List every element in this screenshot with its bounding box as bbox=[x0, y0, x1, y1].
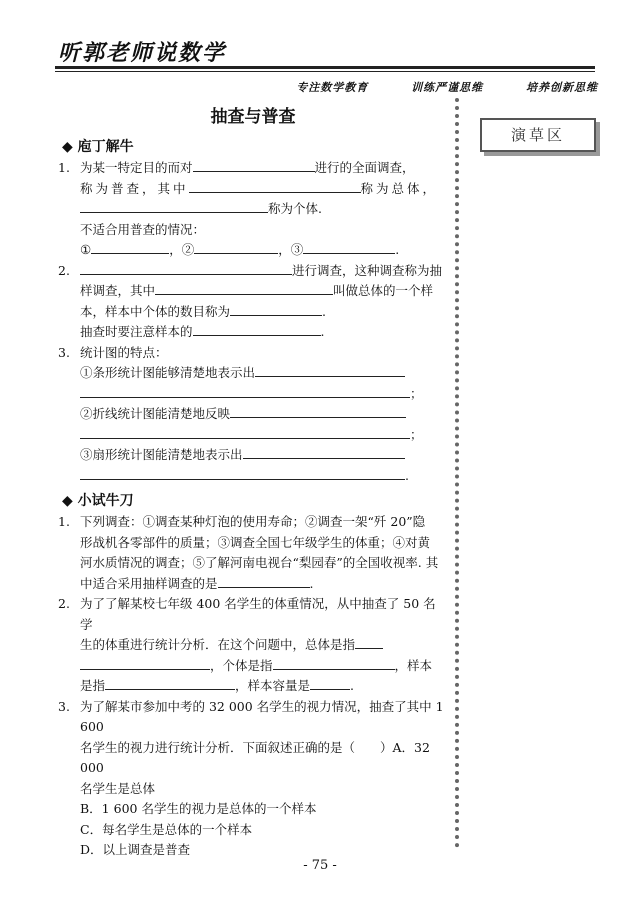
text: 名学生的视力进行统计分析．下面叙述正确的是（ ）A．32 000 bbox=[80, 739, 430, 775]
answer-blank[interactable] bbox=[80, 425, 410, 439]
exercise-1 bbox=[58, 512, 448, 594]
answer-blank[interactable] bbox=[273, 656, 395, 670]
text: 为了解某市参加中考的 32 000 名学生的视力情况，抽查了其中 1 600 bbox=[80, 698, 444, 734]
slogan-2: 训练严谨思维 bbox=[411, 81, 484, 94]
header-rule-thin bbox=[55, 71, 595, 72]
answer-blank[interactable] bbox=[189, 179, 361, 193]
question-number: 1. bbox=[58, 160, 70, 175]
question-number: 3. bbox=[58, 698, 70, 714]
text: 抽查时要注意样本的 bbox=[80, 324, 193, 339]
question-number: 3. bbox=[58, 344, 70, 360]
text: 河水质情况的调查；⑤了解河南电视台“梨园春”的全国收视率. 其 bbox=[80, 555, 439, 570]
text: ； bbox=[410, 426, 423, 442]
text: . bbox=[405, 467, 409, 483]
exercise-2 bbox=[58, 594, 448, 697]
text: . bbox=[309, 575, 314, 591]
text: 叫做总体的一个样 bbox=[333, 283, 434, 298]
text: ，个体是指 bbox=[210, 657, 273, 673]
answer-blank[interactable] bbox=[230, 302, 322, 316]
question-3 bbox=[58, 343, 448, 487]
answer-blank[interactable] bbox=[255, 363, 405, 377]
answer-blank[interactable] bbox=[105, 676, 235, 690]
text: 形战机各零部件的质量；③调查全国七年级学生的体重；④对黄 bbox=[80, 534, 431, 550]
section-title-2: ◆ 小试牛刀 bbox=[62, 493, 134, 509]
exercise-3 bbox=[58, 697, 448, 861]
answer-blank[interactable] bbox=[91, 240, 169, 254]
option-d: D．以上调查是普查 bbox=[80, 842, 191, 857]
text: . bbox=[395, 242, 400, 257]
header-title: 听郭老师说数学 bbox=[58, 40, 227, 66]
text: ，样本 bbox=[394, 657, 433, 673]
option-c: C．每名学生是总体的一个样本 bbox=[80, 821, 253, 837]
text: ① bbox=[80, 242, 92, 257]
answer-blank[interactable] bbox=[80, 261, 292, 275]
answer-blank[interactable] bbox=[155, 281, 333, 295]
text: 进行的全面调查， bbox=[314, 160, 415, 175]
header-rule-thick bbox=[55, 66, 595, 69]
text: 中适合采用抽样调查的是 bbox=[80, 575, 218, 591]
answer-blank[interactable] bbox=[310, 676, 350, 690]
answer-blank[interactable] bbox=[218, 574, 310, 588]
text: 称为普查，其中 bbox=[80, 180, 189, 196]
text: 为某一特定目的而对 bbox=[80, 160, 193, 175]
text: ，③ bbox=[278, 242, 304, 257]
text: . bbox=[322, 303, 326, 319]
text: 为了了解某校七年级 400 名学生的体重情况，从中抽查了 50 名学 bbox=[80, 596, 436, 632]
slogan-3: 培养创新思维 bbox=[526, 81, 598, 94]
text: 不适合用普查的情况： bbox=[80, 221, 206, 237]
header-slogans bbox=[278, 79, 598, 95]
page-number: - 75 - bbox=[303, 858, 337, 873]
text: 称为总体， bbox=[360, 180, 439, 196]
text: ； bbox=[410, 385, 423, 401]
slogan-1: 专注数学教育 bbox=[296, 81, 369, 94]
text: . bbox=[320, 324, 325, 339]
answer-blank[interactable] bbox=[80, 656, 210, 670]
answer-blank[interactable] bbox=[193, 158, 315, 172]
text: ②折线统计图能清楚地反映 bbox=[80, 406, 231, 421]
question-2 bbox=[58, 261, 448, 343]
answer-blank[interactable] bbox=[194, 240, 278, 254]
answer-blank[interactable] bbox=[355, 635, 383, 649]
text: 生的体重进行统计分析．在这个问题中，总体是指 bbox=[80, 637, 356, 652]
worksheet bbox=[58, 104, 448, 861]
text: 统计图的特点： bbox=[80, 344, 168, 360]
text: . bbox=[350, 678, 355, 693]
text: ，② bbox=[169, 242, 195, 257]
question-number: 2. bbox=[58, 262, 70, 278]
page-title: 抽查与普查 bbox=[210, 107, 296, 127]
text: 称为个体. bbox=[268, 201, 322, 216]
text: ③扇形统计图能清楚地表示出 bbox=[80, 447, 243, 462]
answer-blank[interactable] bbox=[230, 404, 406, 418]
question-1 bbox=[58, 158, 448, 261]
question-number: 1. bbox=[58, 514, 70, 529]
text: ，样本容量是 bbox=[235, 678, 311, 693]
text: 进行调查，这种调查称为抽 bbox=[292, 262, 443, 278]
text: 样调查，其中 bbox=[80, 283, 156, 298]
answer-blank[interactable] bbox=[80, 199, 268, 213]
section-title-1: ◆ 庖丁解牛 bbox=[62, 139, 134, 155]
text: 名学生是总体 bbox=[80, 780, 156, 796]
question-number: 2. bbox=[58, 596, 70, 611]
text: 是指 bbox=[80, 678, 106, 693]
answer-blank[interactable] bbox=[303, 240, 395, 254]
answer-blank[interactable] bbox=[193, 322, 321, 336]
text: 下列调查：①调查某种灯泡的使用寿命；②调查一架“歼 20”隐 bbox=[80, 514, 426, 529]
answer-blank[interactable] bbox=[80, 384, 410, 398]
answer-blank[interactable] bbox=[243, 445, 405, 459]
draft-area-label: 演草区 bbox=[480, 118, 596, 152]
option-b: B．1 600 名学生的视力是总体的一个样本 bbox=[80, 801, 317, 816]
answer-blank[interactable] bbox=[80, 466, 405, 480]
column-divider bbox=[455, 98, 459, 848]
text: 本，样本中个体的数目称为 bbox=[80, 303, 231, 319]
text: ①条形统计图能够清楚地表示出 bbox=[80, 365, 256, 380]
